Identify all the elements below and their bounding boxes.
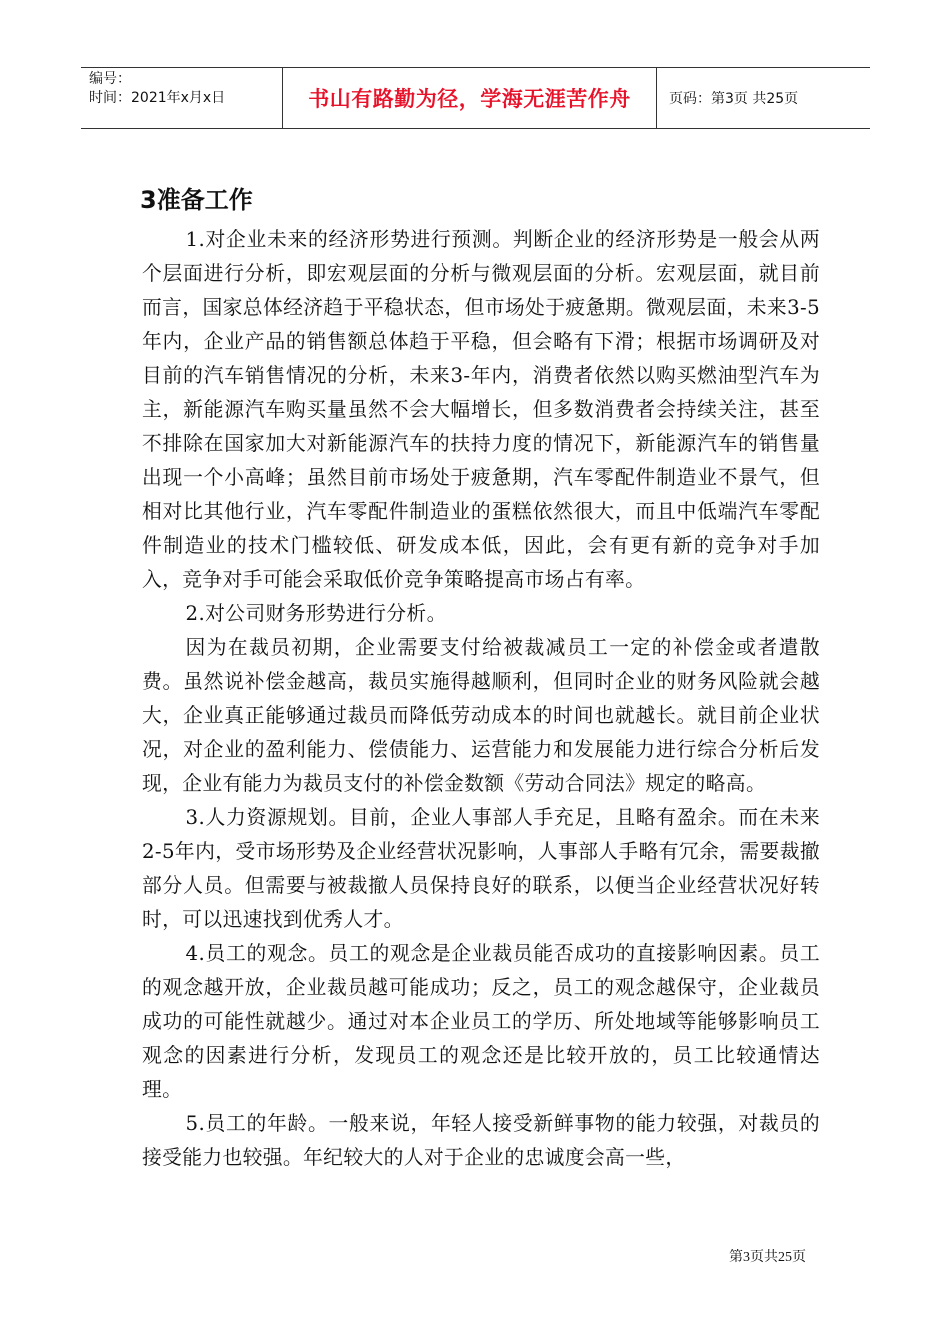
section-title: 3准备工作 [140,186,253,214]
document-number-label: 编号： [89,71,131,87]
header-table [81,67,870,129]
header-meta-cell [81,68,283,128]
paragraph: 3.人力资源规划。目前，企业人事部人手充足，且略有盈余。而在未来2-5年内，受市场形势及企业经营状况影响，人事部人手略有冗余，需要裁撤部分人员。但需要与被裁撤人员保持良好的联系，以便当企业经营状况好转时，可以迅速找到优秀人才。 [142,806,820,931]
body-text [142,223,820,1175]
paragraph: 2.对公司财务形势进行分析。 [185,602,447,625]
paragraph: 1.对企业未来的经济形势进行预测。判断企业的经济形势是一般会从两个层面进行分析，即宏观层面的分析与微观层面的分析。宏观层面，就目前而言，国家总体经济趋于平稳状态，但市场处于疲惫期。微观层面，未来3-5年内，企业产品的销售额总体趋于平稳，但会略有下滑；根据市场调研及对目前的汽车销售情况的分析，未来3-年内，消费者依然以购买燃油型汽车为主，新能源汽车购买量虽然不会大幅增长，但多数消费者会持续关注，甚至不排除在国家加大对新能源汽车的扶持力度的情况下，新能源汽车的销售量出现一个小高峰；虽然目前市场处于疲惫期，汽车零配件制造业不景气，但相对比其他行业，汽车零配件制造业的蛋糕依然很大，而且中低端汽车零配件制造业的技术门槛较低、研发成本低，因此，会有更有新的竞争对手加入，竞争对手可能会采取低价竞争策略提高市场占有率。 [142,228,820,591]
header-motto: 书山有路勤为径，学海无涯苦作舟 [283,68,657,128]
paragraph: 4.员工的观念。员工的观念是企业裁员能否成功的直接影响因素。员工的观念越开放，企业裁员越可能成功；反之，员工的观念越保守，企业裁员成功的可能性就越少。通过对本企业员工的学历、所处地域等能够影响员工观念的因素进行分析，发现员工的观念还是比较开放的，员工比较通情达理。 [142,942,820,1101]
paragraph: 5.员工的年龄。一般来说，年轻人接受新鲜事物的能力较强，对裁员的接受能力也较强。年纪较大的人对于企业的忠诚度会高一些， [142,1112,820,1169]
page-footer: 第3页共25页 [729,1250,806,1265]
paragraph: 因为在裁员初期，企业需要支付给被裁减员工一定的补偿金或者遣散费。虽然说补偿金越高，裁员实施得越顺利，但同时企业的财务风险就会越大，企业真正能够通过裁员而降低劳动成本的时间也就越长。就目前企业状况，对企业的盈利能力、偿债能力、运营能力和发展能力进行综合分析后发现，企业有能力为裁员支付的补偿金数额《劳动合同法》规定的略高。 [142,636,820,795]
document-date: 时间：2021年x月x日 [89,90,226,106]
header-page-code: 页码：第3页 共25页 [669,91,799,107]
